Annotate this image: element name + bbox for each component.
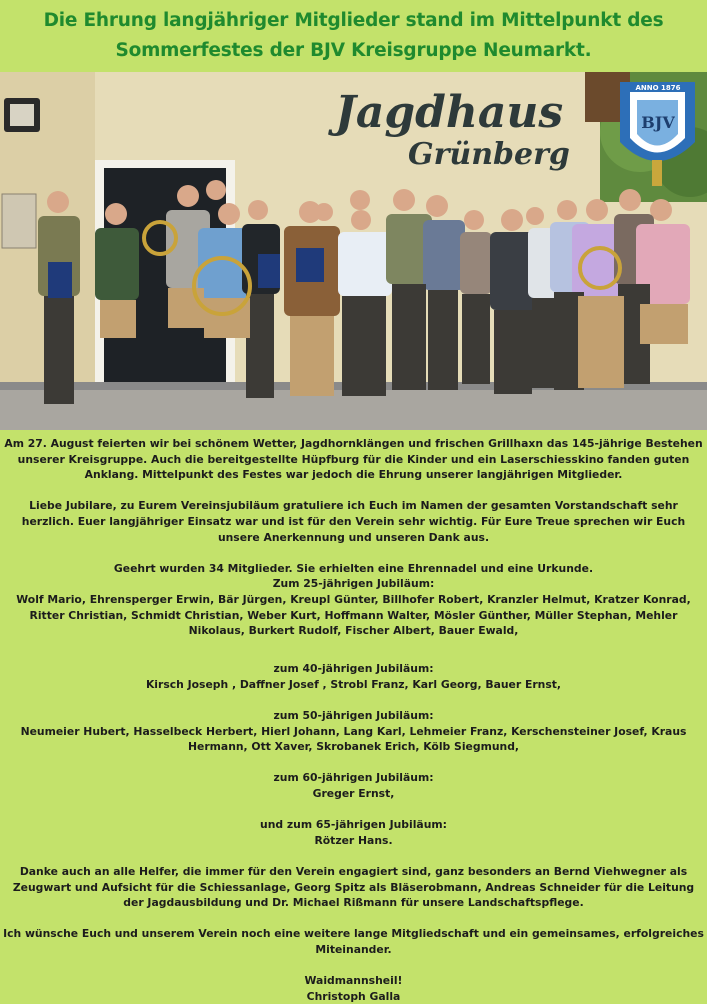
jubilee-60-names: Greger Ernst, <box>312 787 395 801</box>
signature: Christoph Galla <box>306 989 401 1003</box>
jubilee-50-title: zum 50-jährigen Jubiläum: <box>273 709 434 723</box>
wish-paragraph: Ich wünsche Euch und unserem Verein noch eine weitere lange Mitgliedschaft und ein gemeinsames, erfolgreiches Miteinander. <box>3 927 704 956</box>
congratulation-paragraph: Liebe Jubilare, zu Eurem Vereinsjubiläum gratuliere ich Euch im Namen der gesamten Vorstandschaft sehr herzlich. Euer langjähriger Einsatz war und ist für den Verein sehr wichtig. Für Eure Treue sprechen wir Euch unsere Anerkennung und unseren Dank aus. <box>21 499 686 544</box>
jubilee-50-names: Neumeier Hubert, Hasselbeck Herbert, Hierl Johann, Lang Karl, Lehmeier Franz, Kerschensteiner Josef, Kraus Hermann, Ott Xaver, Skrobanek Erich, Kölb Siegmund, <box>20 724 687 754</box>
thanks-paragraph: Danke auch an alle Helfer, die immer für den Verein engagiert sind, ganz besonders an Bernd Viehwegner als Zeugwart und Aufsicht für die Schiessanlage, Georg Spitz als Bläserobmann, Andreas Schneider für die Leitung der Jagdausbildung und Dr. Michael Rißmann für unsere Landschaftspflege. <box>12 865 695 910</box>
headline-banner <box>0 0 707 72</box>
jubilee-40-title: zum 40-jährigen Jubiläum: <box>273 662 434 676</box>
jubilee-25-names: Wolf Mario, Ehrensperger Erwin, Bär Jürgen, Kreupl Günter, Billhofer Robert, Kranzler Helmut, Kratzer Konrad, Ritter Christian, Schmidt Christian, Weber Kurt, Hoffmann Walter, Mösler Günther, Müller Stephan, Mehler Nikolaus, Burkert Rudolf, Fischer Albert, Bauer Ewald, <box>16 592 691 638</box>
jubilee-65-names: Rötzer Hans. <box>314 833 393 847</box>
article-body <box>0 436 707 1004</box>
emblem-letters: BJV <box>641 113 675 132</box>
jubilee-40-names: Kirsch Joseph , Daffner Josef , Strobl Franz, Karl Georg, Bauer Ernst, <box>145 677 562 691</box>
jubilee-25-title: Zum 25-jährigen Jubiläum: <box>272 577 435 591</box>
sign-gruenberg: Grünberg <box>408 137 570 172</box>
honored-line: Geehrt wurden 34 Mitglieder. Sie erhielten eine Ehrennadel und eine Urkunde. <box>113 561 594 575</box>
wall-lamp-icon <box>4 98 40 132</box>
sign-jagdhaus: Jagdhaus <box>335 87 564 138</box>
headline: Die Ehrung langjähriger Mitglieder stand im Mittelpunkt des Sommerfestes der BJV Kreisgruppe Neumarkt. <box>43 10 664 61</box>
emblem-anno: ANNO 1876 <box>635 84 681 92</box>
jubilee-60-title: zum 60-jährigen Jubiläum: <box>273 771 434 785</box>
group-photo <box>0 72 707 430</box>
intro-paragraph: Am 27. August feierten wir bei schönem Wetter, Jagdhornklängen und frischen Grillhaxn das 145-jährige Bestehen unserer Kreisgruppe. Auch die bereitgestellte Hüpfburg für die Kinder und ein Laserschiesskino fanden guten Anklang. Mittelpunkt des Festes war jedoch die Ehrung unserer langjährigen Mitglieder. <box>4 437 703 482</box>
jubilee-65-title: und zum 65-jährigen Jubiläum: <box>260 818 447 832</box>
greeting: Waidmannsheil! <box>304 974 403 988</box>
